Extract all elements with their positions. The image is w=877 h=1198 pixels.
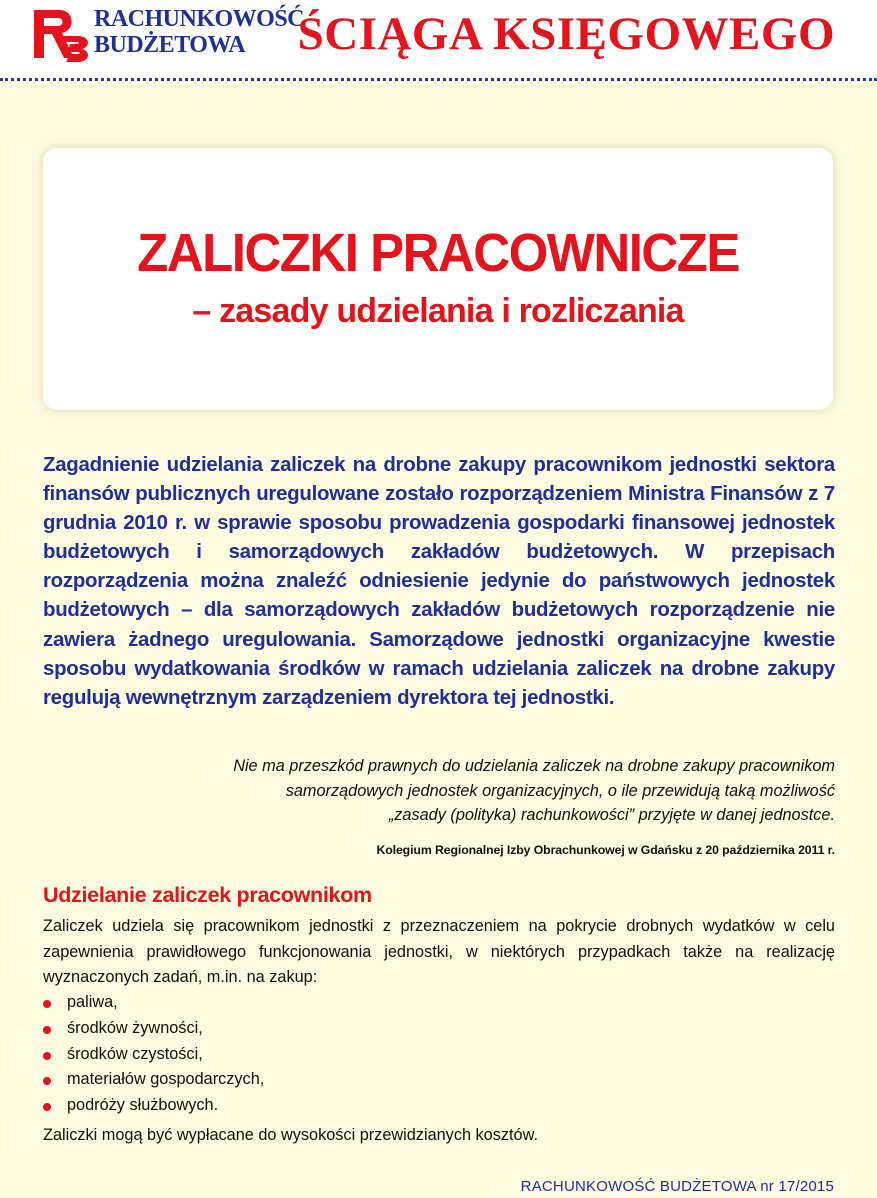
header-title: ŚCIĄGA KSIĘGOWEGO [297,8,835,60]
quote-block [160,754,835,828]
list-item [43,1016,835,1042]
logo-line-2: BUDŻETOWA [94,32,246,58]
logo-text [94,6,304,58]
list-item-text: podróży służbowych. [67,1096,219,1115]
list-item [43,1067,835,1093]
page-footer: RACHUNKOWOŚĆ BUDŻETOWA nr 17/2015 [520,1178,834,1195]
header-divider [0,78,877,81]
quote-line-1: Nie ma przeszkód prawnych do udzielania zaliczek na drobne zakupy pracownikom [233,757,835,775]
intro-paragraph: Zagadnienie udzielania zaliczek na drobne zakupy pracownikom jednostki sektora finansów publicznych uregulowane zostało rozporządzeniem Ministra Finansów z 7 grudnia 2010 r. w sprawie sposobu prowadzenia gospodarki finansowej jednostek budżetowych i samorządowych zakładów budżetowych. W przepisach rozporządzenia można znaleźć odniesienie jedynie do państwowych jednostek budżetowych – dla samorządowych zakładów budżetowych rozporządzenie nie zawiera żadnego uregulowania. Samorządowe jednostki organizacyjne kwestie sposobu wydatkowania środków w ramach udzielania zaliczek na drobne zakupy regulują wewnętrznym zarządzeniem dyrektora tej jednostki. [43,454,835,709]
title-box [43,148,833,410]
bullet-icon [43,1077,51,1085]
section-heading: Udzielanie zaliczek pracownikom [43,883,372,907]
list-item [43,990,835,1016]
list-item-text: środków żywności, [67,1018,203,1037]
bullet-icon [43,1000,51,1008]
page-header [0,0,877,80]
purchase-list [43,990,835,1119]
quote-line-2: samorządowych jednostek organizacyjnych, o ile przewidują taką możliwość [285,781,835,800]
quote-line-3: „zasady (polityka) rachunkowości” przyjęte w danej jednostce. [388,806,835,824]
bullet-icon [43,1026,51,1034]
list-item [43,1042,835,1068]
rb-logo-icon [30,6,92,62]
logo-line-1: RACHUNKOWOŚĆ [94,6,305,32]
closing-text: Zaliczki mogą być wypłacane do wysokości przewidzianych kosztów. [43,1126,538,1144]
list-item-text: materiałów gospodarczych, [67,1070,265,1089]
quote-source: Kolegium Regionalnej Izby Obrachunkowej w Gdańsku z 20 października 2011 r. [376,843,835,857]
document-subtitle: – zasady udzielania i rozliczania [192,292,684,330]
bullet-icon [43,1052,51,1060]
list-item-text: środków czystości, [67,1044,203,1063]
bullet-icon [43,1103,51,1111]
list-item [43,1093,835,1119]
list-item-text: paliwa, [67,993,118,1011]
section-text: Zaliczek udziela się pracownikom jednostki z przeznaczeniem na pokrycie drobnych wydatków w celu zapewnienia prawidłowego funkcjonowania jednostki, w niektórych przypadkach także na realizację wyznaczonych zadań, m.in. na zakup: [43,917,835,987]
document-title: ZALICZKI PRACOWNICZE [137,222,739,283]
